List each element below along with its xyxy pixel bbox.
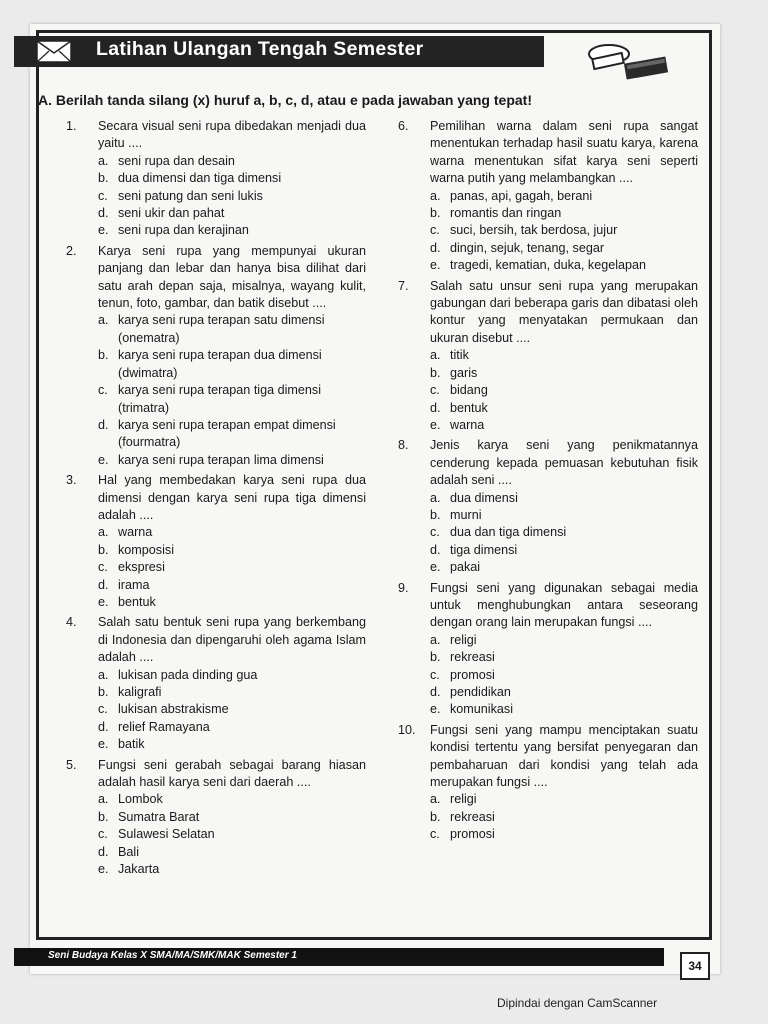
answer-option: [430, 701, 698, 718]
answer-option: [98, 524, 366, 541]
option-letter: d.: [98, 844, 109, 859]
option-text: panas, api, gagah, berani: [450, 188, 593, 203]
option-letter: b.: [98, 171, 109, 186]
option-text: Sulawesi Selatan: [118, 827, 215, 842]
question-number: 1.: [66, 119, 77, 133]
option-letter: a.: [430, 348, 441, 363]
option-letter: e.: [430, 702, 441, 717]
answer-option: [430, 188, 698, 205]
question-number: 7.: [398, 278, 409, 293]
option-letter: d.: [98, 719, 109, 734]
answer-option: [98, 684, 366, 701]
option-letter: d.: [98, 417, 109, 432]
option-text: seni ukir dan pahat: [118, 206, 225, 221]
answer-option: [98, 382, 366, 417]
option-text: rekreasi: [450, 809, 495, 824]
option-text: karya seni rupa terapan lima dimensi: [118, 452, 324, 467]
answer-option: [430, 559, 698, 576]
option-letter: b.: [98, 809, 109, 824]
answer-option: [430, 649, 698, 666]
option-letter: d.: [98, 206, 109, 221]
option-text: religi: [450, 632, 477, 647]
option-letter: d.: [430, 542, 441, 557]
option-letter: b.: [98, 542, 109, 557]
answer-option: [430, 524, 698, 541]
question-text: Karya seni rupa yang mempunyai ukuran panjang dan lebar dan hanya bisa dilihat dari satu arah depan saja, misalnya, wayang kulit, tenun, foto, gambar, dan batik disebut ....: [98, 243, 366, 311]
question-text: Fungsi seni yang mampu menciptakan suatu kondisi tertentu yang bersifat penyegaran dan pembaharuan dari kondisi yang telah ada merupakan fungsi ....: [430, 722, 698, 790]
option-text: Bali: [118, 844, 139, 859]
option-letter: e.: [98, 452, 109, 467]
option-text: karya seni rupa terapan satu dimensi (onematra): [118, 313, 325, 345]
option-text: seni patung dan seni lukis: [118, 188, 263, 203]
question-number: 2.: [66, 243, 77, 258]
answer-option: [98, 791, 366, 808]
answer-option: [430, 417, 698, 434]
option-letter: b.: [430, 809, 441, 824]
chalk-eraser-icon: [585, 42, 675, 82]
answer-option: [430, 507, 698, 524]
option-letter: a.: [98, 313, 109, 328]
option-text: seni rupa dan kerajinan: [118, 223, 249, 238]
question-text: Fungsi seni yang digunakan sebagai media untuk menghubungkan antara seseorang dengan orang lain merupakan fungsi ....: [430, 580, 698, 630]
page-title: Latihan Ulangan Tengah Semester: [96, 38, 424, 60]
option-letter: a.: [430, 632, 441, 647]
option-letter: c.: [430, 223, 440, 238]
option-text: promosi: [450, 667, 495, 682]
answer-option: [98, 594, 366, 611]
answer-option: [430, 684, 698, 701]
option-text: romantis dan ringan: [450, 206, 562, 221]
option-letter: a.: [98, 792, 109, 807]
option-text: suci, bersih, tak berdosa, jujur: [450, 223, 618, 238]
option-text: dingin, sejuk, tenang, segar: [450, 240, 605, 255]
page-number: 34: [680, 952, 710, 980]
answer-option: [430, 490, 698, 507]
answer-option: [98, 844, 366, 861]
answer-option: [430, 365, 698, 382]
option-letter: b.: [98, 685, 109, 699]
answer-option: [98, 347, 366, 382]
option-text: religi: [450, 792, 477, 807]
answer-option: [98, 452, 366, 469]
option-text: seni rupa dan desain: [118, 153, 235, 168]
option-letter: c.: [98, 702, 108, 717]
option-text: ekspresi: [118, 560, 165, 575]
question-text: Salah satu unsur seni rupa yang merupakan gabungan dari beberapa garis dan dibatasi oleh kontur yang menyatakan permukaan dan ukuran disebut ....: [430, 278, 698, 345]
option-letter: d.: [98, 577, 109, 592]
answer-option: [98, 719, 366, 736]
option-letter: c.: [98, 560, 108, 575]
question-number: 4.: [66, 615, 77, 630]
option-letter: d.: [430, 685, 441, 699]
option-letter: c.: [430, 383, 440, 398]
answer-option: [430, 667, 698, 684]
answer-option: [430, 347, 698, 364]
answer-option: [98, 667, 366, 684]
option-text: pendidikan: [450, 685, 511, 699]
option-letter: e.: [430, 417, 441, 432]
question-number: 9.: [398, 580, 409, 595]
question-item: [398, 722, 698, 844]
option-letter: e.: [98, 594, 109, 609]
instruction-text: A. Berilah tanda silang (x) huruf a, b, c, d, atau e pada jawaban yang tepat!: [38, 92, 532, 108]
option-text: Jakarta: [118, 862, 160, 877]
option-letter: e.: [430, 258, 441, 273]
question-number: 8.: [398, 438, 409, 453]
option-text: bentuk: [450, 400, 488, 415]
left-question-column: [66, 118, 366, 881]
question-number: 10.: [398, 722, 416, 737]
option-text: lukisan pada dinding gua: [118, 667, 258, 682]
option-letter: a.: [98, 153, 109, 168]
question-text: Hal yang membedakan karya seni rupa dua dimensi dengan karya seni rupa tiga dimensi adalah ....: [98, 473, 366, 522]
option-letter: c.: [98, 827, 108, 842]
answer-option: [430, 542, 698, 559]
question-item: [66, 614, 366, 753]
answer-option: [98, 826, 366, 843]
option-text: dua dimensi: [450, 490, 518, 505]
answer-option: [430, 400, 698, 417]
option-text: kaligrafi: [118, 685, 162, 699]
answer-option: [98, 701, 366, 718]
option-text: dua dimensi dan tiga dimensi: [118, 171, 282, 186]
question-text: Salah satu bentuk seni rupa yang berkembang di Indonesia dan dipengaruhi oleh agama Islam adalah ....: [98, 615, 366, 665]
answer-option: [98, 153, 366, 170]
option-letter: b.: [98, 348, 109, 363]
answer-option: [430, 826, 698, 843]
option-text: bentuk: [118, 594, 156, 609]
question-text: Secara visual seni rupa dibedakan menjadi dua yaitu ....: [98, 119, 366, 151]
option-text: pakai: [450, 560, 481, 575]
option-letter: e.: [430, 560, 441, 575]
question-text: Fungsi seni gerabah sebagai barang hiasan adalah hasil karya seni dari daerah ....: [98, 757, 366, 790]
option-text: lukisan abstrakisme: [118, 702, 229, 717]
option-letter: b.: [430, 507, 441, 522]
option-text: komposisi: [118, 542, 174, 557]
option-letter: c.: [430, 525, 440, 540]
answer-option: [430, 222, 698, 239]
option-text: warna: [450, 417, 485, 432]
question-number: 6.: [398, 119, 409, 133]
answer-option: [98, 222, 366, 239]
answer-option: [430, 809, 698, 826]
answer-option: [98, 188, 366, 205]
answer-option: [98, 861, 366, 878]
answer-option: [430, 240, 698, 257]
option-text: tragedi, kematian, duka, kegelapan: [450, 258, 647, 273]
answer-option: [98, 542, 366, 559]
answer-option: [430, 791, 698, 808]
option-text: Sumatra Barat: [118, 809, 200, 824]
option-letter: e.: [98, 737, 109, 752]
option-text: rekreasi: [450, 650, 495, 665]
option-text: komunikasi: [450, 702, 513, 717]
option-text: karya seni rupa terapan dua dimensi (dwimatra): [118, 348, 322, 380]
scanner-watermark: Dipindai dengan CamScanner: [497, 996, 658, 1010]
question-text: Pemilihan warna dalam seni rupa sangat menentukan terhadap hasil suatu karya, karena warna menentukan sifat karya seni seperti warna putih yang melambangkan ....: [430, 119, 698, 186]
option-letter: a.: [430, 188, 441, 203]
question-item: [398, 278, 698, 435]
option-letter: d.: [430, 240, 441, 255]
answer-option: [98, 577, 366, 594]
answer-option: [98, 205, 366, 222]
question-item: [66, 472, 366, 611]
option-text: karya seni rupa terapan empat dimensi (fourmatra): [118, 417, 336, 450]
option-text: tiga dimensi: [450, 542, 518, 557]
option-text: karya seni rupa terapan tiga dimensi (trimatra): [118, 383, 322, 415]
option-letter: c.: [430, 827, 440, 842]
answer-option: [430, 632, 698, 649]
answer-option: [98, 170, 366, 187]
option-text: batik: [118, 737, 145, 752]
question-item: [66, 757, 366, 879]
footer-text: Seni Budaya Kelas X SMA/MA/SMK/MAK Semester 1: [48, 950, 297, 961]
answer-option: [98, 559, 366, 576]
option-letter: e.: [98, 223, 109, 238]
option-text: garis: [450, 365, 478, 380]
option-letter: b.: [430, 650, 441, 665]
answer-option: [430, 382, 698, 399]
question-number: 3.: [66, 473, 77, 488]
question-item: [66, 118, 366, 240]
option-text: promosi: [450, 827, 495, 842]
option-text: relief Ramayana: [118, 719, 210, 734]
answer-option: [430, 205, 698, 222]
option-letter: c.: [98, 188, 108, 203]
option-text: Lombok: [118, 792, 163, 807]
question-item: [398, 580, 698, 719]
option-letter: b.: [430, 365, 441, 380]
answer-option: [98, 736, 366, 753]
question-text: Jenis karya seni yang penikmatannya cenderung kepada pemuasan kebutuhan fisik adalah seni ....: [430, 438, 698, 488]
answer-option: [98, 809, 366, 826]
answer-option: [98, 312, 366, 347]
option-text: irama: [118, 577, 150, 592]
right-question-column: [398, 118, 698, 847]
option-text: bidang: [450, 383, 488, 398]
option-letter: b.: [430, 206, 441, 221]
option-letter: c.: [430, 667, 440, 682]
option-letter: a.: [430, 792, 441, 807]
question-item: [66, 243, 366, 469]
option-text: murni: [450, 507, 482, 522]
answer-option: [430, 257, 698, 274]
option-text: titik: [450, 348, 469, 363]
option-letter: a.: [98, 667, 109, 682]
answer-option: [98, 417, 366, 452]
option-letter: e.: [98, 862, 109, 877]
question-number: 5.: [66, 757, 77, 772]
envelope-icon: [36, 40, 72, 63]
option-letter: a.: [98, 525, 109, 540]
option-letter: a.: [430, 490, 441, 505]
option-text: warna: [118, 525, 153, 540]
question-item: [398, 118, 698, 275]
option-letter: c.: [98, 383, 108, 398]
option-letter: d.: [430, 400, 441, 415]
option-text: dua dan tiga dimensi: [450, 525, 567, 540]
question-item: [398, 437, 698, 576]
